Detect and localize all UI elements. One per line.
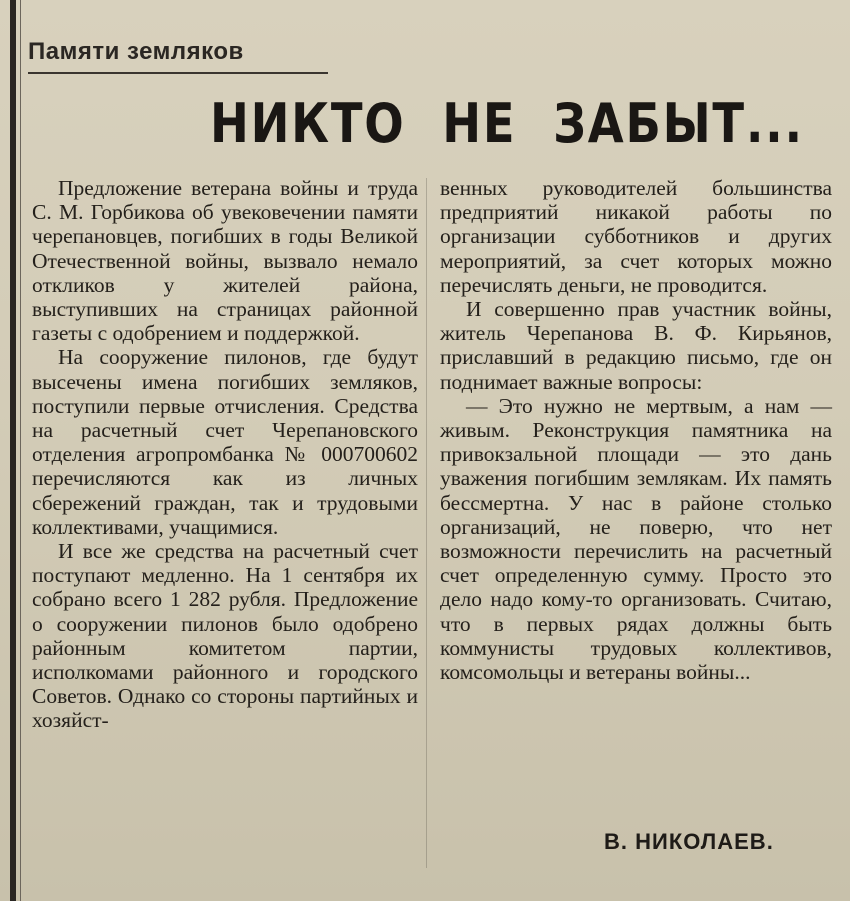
paragraph: венных руководителей большинства предприятий никакой работы по организации субботников и других мероприятий, за счет которых можно перечислять деньги, не проводится. xyxy=(440,176,832,297)
article-headline: НИКТО НЕ ЗАБЫТ... xyxy=(210,92,804,155)
author-signature: В. НИКОЛАЕВ. xyxy=(604,829,774,854)
column-divider xyxy=(426,178,427,868)
article-left-column xyxy=(32,176,418,733)
paragraph: — Это нужно не мертвым, а нам — живым. Реконструкция памятника на привокзальной площади — это дань уважения погибшим землякам. Их память бессмертна. У нас в районе столько организаций, не поверю, что нет возможности перечислить на расчетный счет определенную сумму. Просто это дело надо кому-то организовать. Считаю, что в первых рядах должны быть коммунисты трудовых коллективов, комсомольцы и ветераны войны... xyxy=(440,393,832,685)
paragraph: И совершенно прав участник войны, житель Черепанова В. Ф. Кирьянов, приславший в редакцию письмо, где он поднимает важные вопросы: xyxy=(440,297,832,394)
paragraph: И все же средства на расчетный счет поступают медленно. На 1 сентября их собрано всего 1 282 рубля. Предложение о сооружении пилонов было одобрено районным комитетом партии, исполкомами районного и городского Советов. Однако со стороны партийных и хозяйст- xyxy=(32,539,418,733)
paragraph: Предложение ветерана войны и труда С. М. Горбикова об увековечении памяти черепановцев, погибших в годы Великой Отечественной войны, вызвало немало откликов у жителей района, выступивших на страницах районной газеты с одобрением и поддержкой. xyxy=(32,176,418,346)
rubric-heading: Памяти земляков xyxy=(28,38,244,65)
column-border-thin-rule xyxy=(20,0,21,901)
article-right-column xyxy=(440,176,832,684)
rubric-underline xyxy=(28,72,328,74)
paragraph: На сооружение пилонов, где будут высечены имена погибших земляков, поступили первые отчисления. Средства на расчетный счет Черепановского отделения агропромбанка № 000700602 перечисляются как из личных сбережений граждан, так и трудовыми коллективами, учащимися. xyxy=(32,345,418,539)
column-border-rule xyxy=(10,0,16,901)
